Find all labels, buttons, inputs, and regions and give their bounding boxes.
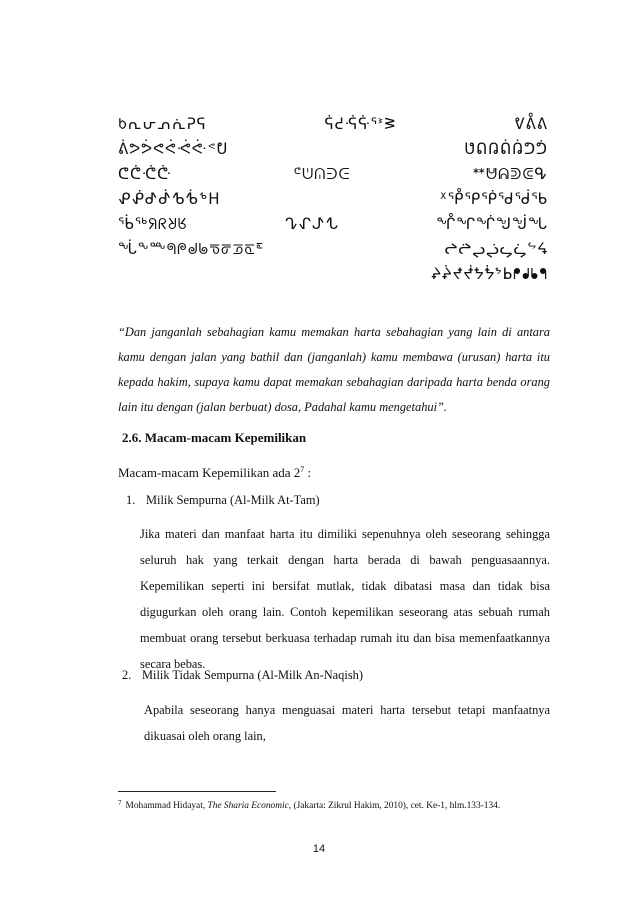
- verse-word: ᕵᕶᕷᕸᕹᕺᕻᕼ: [118, 190, 221, 208]
- list-item-body: Apabila seseorang hanya menguasai materi harta tersebut tetapi manfaatnya dikuasai oleh orang lain,: [144, 703, 550, 744]
- page-number: 14: [312, 843, 326, 855]
- footnote-separator: [118, 791, 276, 792]
- verse-word: ᖎᖏᖐᖑᖒᖓ: [436, 215, 548, 233]
- verse-word: ᱠᕆᕂᕄᕇᕈᕋ: [118, 115, 207, 133]
- footnote: [118, 796, 558, 813]
- list-item-heading: [122, 665, 363, 685]
- list-item-title: Milik Sempurna (Al-Milk At-Tam): [146, 493, 320, 507]
- intro-text: Macam-macam Kepemilikan ada 2: [118, 465, 301, 480]
- verse-word: ᕯᕰᕱᕲᕳᕴ: [472, 165, 548, 183]
- verse-word: ᕽᕾᕿᖀᖁᖂᖃ: [439, 190, 548, 208]
- footnote-book-title: The Sharia Economic,: [207, 801, 292, 811]
- verse-line: [118, 187, 548, 212]
- list-item-title: Milik Tidak Sempurna (Al-Milk An-Naqish): [142, 668, 363, 682]
- section-heading: 2.6. Macam-macam Kepemilikan: [122, 430, 307, 445]
- verse-word: ᖠᖡᖢᖣᖤᖥᖦᖧ: [444, 240, 548, 258]
- verse-word: ᕖᕗᕘᕙᕚᕛᕜᕝᕞ: [118, 140, 229, 158]
- verse-word: ᖄᖅᖆᖇᖈᖉ: [118, 215, 188, 233]
- verse-word: ᖔᖕᖖᖗᖘᖙᖚᖛᖜᖝᖞᖟ: [118, 240, 264, 258]
- intro-suffix: :: [304, 465, 312, 480]
- list-item-body: Jika materi dan manfaat harta itu dimiliki sepenuhnya oleh seseorang sehingga seluruh hak yang terkait dengan harta berada di bawah penguasaannya. Kepemilikan seperti ini bersifat mutlak, tidak dibatasi masa dan tidak bisa digugurkan oleh orang lain. Contoh kepemilikan seseorang atas sebuah rumah membuat orang tersebut berkuasa terhadap rumah itu dan bisa memenfaatkannya secara bebas.: [140, 527, 550, 672]
- list-item-heading: [126, 490, 320, 510]
- verse-word: ᖨᖩᖪᖫᖬᖭᖮᖯᖰᖱᖲᖳ: [431, 265, 548, 283]
- footnote-details: (Jakarta: Zikrul Hakim, 2010), cet. Ke-1, hlm.133-134.: [291, 801, 501, 811]
- verse-line: [118, 237, 548, 262]
- verse-word: ᖊᖋᖌᖍ: [285, 215, 339, 233]
- verse-line: [118, 262, 548, 287]
- verse-line: [118, 112, 548, 137]
- section-intro: [118, 460, 311, 483]
- verse-line: [118, 137, 548, 162]
- quran-verse-block: [118, 112, 548, 287]
- list-item-number: 1.: [126, 493, 136, 507]
- verse-line: [118, 162, 548, 187]
- verse-word: ᕦᕧᕨᕩ: [118, 165, 172, 183]
- verse-word: ᕪᕫᕬᕭᕮ: [293, 165, 351, 183]
- verse-line: [118, 212, 548, 237]
- verse-translation: “Dan janganlah sebahagian kamu memakan harta sebahagian yang lain di antara kamu dengan jalan yang bathil dan (janganlah) kamu membawa (urusan) harta itu kepada hakim, supaya kamu dapat memakan sebahagian daripada harta benda orang lain itu dengan (jalan berbuat) dosa, Padahal kamu mengetahui”.: [118, 325, 550, 415]
- verse-word: ᕟᕠᕡᕢᕣᕤᕥ: [464, 140, 548, 158]
- footnote-reference: 7: [300, 465, 305, 474]
- footnote-author: Mohammad Hidayat,: [125, 801, 208, 811]
- verse-word: ᕓᕔᕕ: [514, 115, 548, 133]
- footnote-marker: 7: [118, 799, 122, 807]
- list-item-number: 2.: [122, 668, 132, 682]
- verse-word: ᕌᕍᕎᕏᕐᕑᕒ: [324, 115, 397, 133]
